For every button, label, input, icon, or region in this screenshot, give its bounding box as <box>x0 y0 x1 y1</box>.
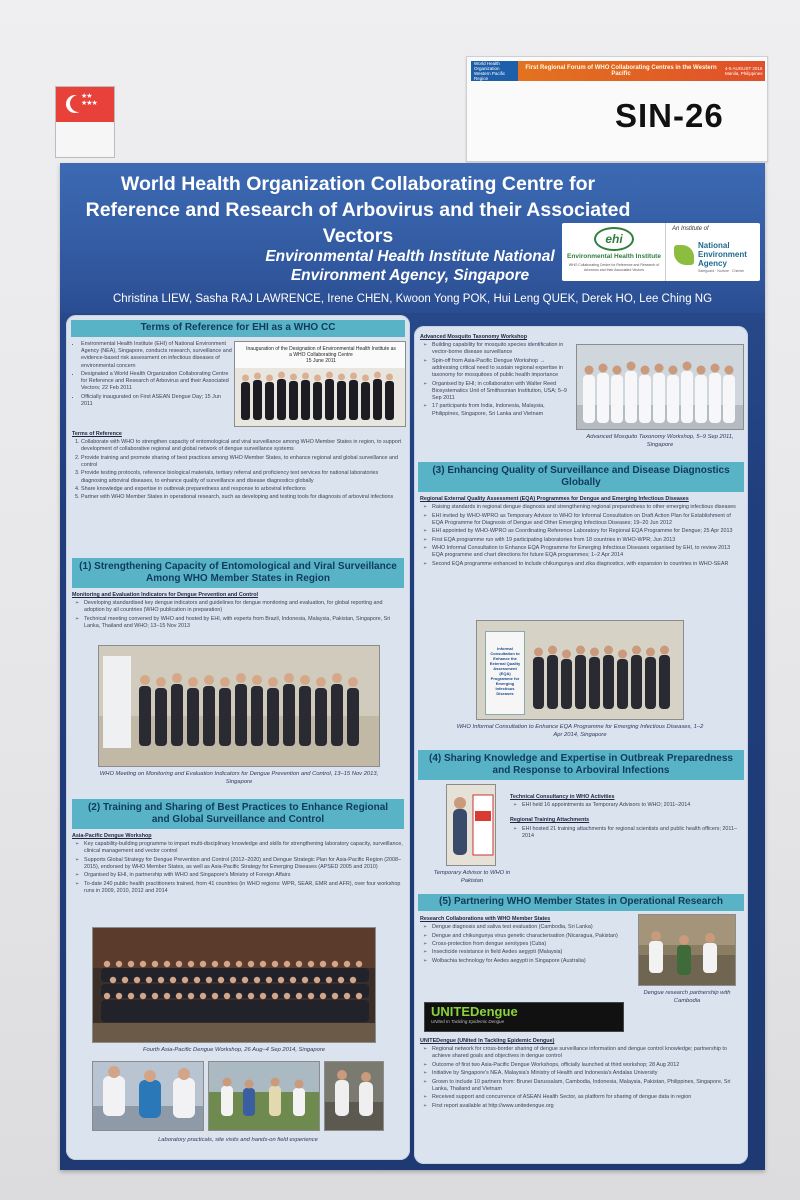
amt-caption: Advanced Mosquito Taxonomy Workshop, 5–9 Sep 2011, Singapore <box>586 434 734 448</box>
list-item: ➢ EHI hosted 21 training attachments for regional scientists and public health officers; 2011–2014 <box>522 826 742 840</box>
ehi-logo <box>562 223 666 281</box>
list-item: ➢ Spin-off from Asia-Pacific Dengue Workshop → addressing critical need to sustain regional expertise in taxonomy for mosquitoes of public health importance <box>432 358 570 380</box>
forum-title: First Regional Forum of WHO Collaborating Centres in the Western Pacific <box>525 65 717 77</box>
section2-caption-2: Laboratory practicals, site visits and hands-on field experience <box>158 1137 318 1143</box>
inauguration-photo-date: 15 June 2011 <box>306 358 336 364</box>
list-item: ➢ Raising standards in regional dengue diagnosis and strengthening regional preparedness to other emerging infectious diseases <box>432 504 742 511</box>
poster-authors: Christina LIEW, Sasha RAJ LAWRENCE, Irene CHEN, Kwoon Yong POK, Hui Leng QUEK, Derek HO, Lee Ching NG <box>112 293 713 305</box>
institute-of-label: An Institute of <box>672 226 709 232</box>
left-panel <box>66 315 410 1160</box>
list-item: ➢ Regional network for cross-border sharing of dengue surveillance information and dengue control knowledge; partnership to achieve shared goals and objectives in dengue control <box>432 1046 742 1060</box>
section5-caption: Dengue research partnership with Cambodia <box>643 990 731 1004</box>
nea-tagline: Safeguard · Nurture · Cherish <box>698 269 745 273</box>
list-item: ➢ 17 participants from India, Indonesia, Malaysia, Philippines, Singapore, Sri Lanka and Vietnam <box>432 403 570 417</box>
terms-banner: Terms of Reference for EHI as a WHO CC <box>71 320 405 337</box>
terms-subheading: Terms of Reference <box>72 431 122 437</box>
inauguration-photo <box>234 341 406 427</box>
site-visit-illustration <box>209 1062 320 1131</box>
amt-content <box>420 334 570 419</box>
list-item: • Officially inaugurated on First ASEAN Dengue Day; 15 Jun 2011 <box>81 394 232 408</box>
section4-banner: (4) Sharing Knowledge and Expertise in Outbreak Preparedness and Response to Arboviral Infections <box>418 750 744 780</box>
section1-banner: (1) Strengthening Capacity of Entomological and Viral Surveillance Among WHO Member States in Region <box>72 558 404 588</box>
list-item: ➢ Initiative by Singapore's NEA, Malaysia's Ministry of Health and Indonesia's Andalas University <box>432 1070 742 1077</box>
section2-content <box>72 833 404 896</box>
list-item: 4. Share knowledge and expertise in outbreak preparedness and response to arboviral infections <box>81 486 404 493</box>
section5-content <box>420 916 630 966</box>
workshop-group-illustration <box>93 928 376 1043</box>
section1-heading: Monitoring and Evaluation Indicators for Dengue Prevention and Control <box>72 592 258 598</box>
temporary-advisor-photo <box>446 784 496 866</box>
right-panel <box>414 326 748 1164</box>
unitedengue-logo-subtext: UNited In Tackling Epidemic Dengue <box>431 1019 505 1024</box>
list-item: ➢ Second EQA programme enhanced to include chikungunya and zika diagnostics, with expansion to countries in WHO-SEAR <box>432 561 742 568</box>
section4-content <box>510 794 742 841</box>
unitedengue-content <box>420 1038 742 1111</box>
list-item: • Environmental Health Institute (EHI) of National Environment Agency (NEA), Singapore, conducts research, surveillance and evidence-based risk assessment on infectious diseases of environmental concern <box>81 341 232 370</box>
list-item: ➢ Organised by EHI, in partnership with WHO and Singapore's Ministry of Foreign Affairs <box>84 872 404 879</box>
institution-logos <box>562 223 760 281</box>
list-item: ➢ To-date 240 public health practitioners trained, from 41 countries (in WHO regions: WPR, SEAR, EMR and AFR), over four workshop runs in 2009, 2010, 2012 and 2014 <box>84 881 404 895</box>
list-item: ➢ First report available at http://www.unitedengue.org <box>432 1103 742 1110</box>
list-item: ➢ EHI held 16 appointments as Temporary Advisors to WHO; 2011–2014 <box>522 802 742 809</box>
field-illustration <box>325 1062 384 1131</box>
section2-caption: Fourth Asia-Pacific Dengue Workshop, 26 Aug–4 Sep 2014, Singapore <box>143 1047 325 1053</box>
taxonomy-group-illustration <box>577 345 744 430</box>
list-item: ➢ Key capability-building programme to impart multi-disciplinary knowledge and skills for strengthening laboratory capacity, surveillance, clinical management and vector control <box>84 841 404 855</box>
list-item: ➢ Outcome of first two Asia-Pacific Dengue Workshops, officially launched at third workshop; 28 Aug 2012 <box>432 1062 742 1069</box>
list-item: 5. Partner with WHO Member States in operational research, such as developing and testing tools for diagnosis of arboviral infections <box>81 494 404 501</box>
lab-practical-photo <box>92 1061 204 1131</box>
poster-header <box>60 163 765 313</box>
section3-caption: WHO Informal Consultation to Enhance EQA Programme for Emerging Infectious Diseases, 1–2 Apr 2014, Singapore <box>456 724 704 738</box>
amt-heading: Advanced Mosquito Taxonomy Workshop <box>420 334 528 340</box>
nea-leaf-icon <box>674 245 694 265</box>
poster <box>60 163 765 1170</box>
ehi-name: Environmental Health Institute <box>567 253 661 260</box>
list-item: ➢ Supports Global Strategy for Dengue Prevention and Control (2012–2020) and Dengue Strategic Plan for Asia-Pacific Region (2008–2015), endorsed by WHO Member States, as well as Asia-Pacific Strategy for Emerging Diseases (APSED 2005 and 2010) <box>84 857 404 871</box>
nea-name: National Environment Agency <box>698 241 747 268</box>
list-item: ➢ Developing standardised key dengue indicators and guidelines for dengue monitoring and evaluation, for global reporting and adoption by all countries (WHO publication in preparation) <box>84 600 404 614</box>
eqa-consultation-photo <box>476 620 684 720</box>
section2-heading: Asia-Pacific Dengue Workshop <box>72 833 152 839</box>
field-experience-photo <box>324 1061 384 1131</box>
terms-bullets <box>72 341 232 409</box>
unitedengue-logo <box>424 1002 624 1032</box>
cambodia-illustration <box>639 915 736 986</box>
list-item: ➢ Wolbachia technology for Aedes aegypti in Singapore (Australia) <box>432 958 630 965</box>
list-item: ➢ EHI invited by WHO-WPRO as Temporary Advisor to WHO for Informal Consultation on Draft Action Plan for Establishment of EQA Programme for Diagnosis of Dengue and Other Emerging Infectious Diseases; 19–20 Jun 2012 <box>432 513 742 527</box>
section4-caption: Temporary Advisor to WHO in Pakistan <box>433 870 511 884</box>
section3-heading: Regional External Quality Assessment (EQA) Programmes for Dengue and Emerging Infectious Diseases <box>420 496 689 502</box>
inauguration-group-illustration <box>235 342 406 427</box>
training-attachments-heading: Regional Training Attachments <box>510 817 590 824</box>
unitedengue-heading: UNITEDengue (UNited In Tackling Epidemic Dengue) <box>420 1038 555 1044</box>
singapore-flag-icon: ★★ ★★★ <box>55 86 115 158</box>
advisor-illustration <box>447 785 496 866</box>
section1-content <box>72 592 404 631</box>
list-item: • Designated a World Health Organization Collaborating Centre for Reference and Research of Arbovirus and their Associated Vectors; 22 Feb 2011 <box>81 371 232 393</box>
forum-banner <box>471 61 765 81</box>
list-item: 2. Provide training and promote sharing of best practices among WHO Member States, to enhance regional and global surveillance and control <box>81 455 404 469</box>
poster-title: World Health Organization Collaborating Centre for Reference and Research of Arbovirus and their Associated Vectors <box>85 173 631 247</box>
forum-date: 4-5 AUGUST 2016 Manila, Philippines <box>725 66 763 76</box>
cambodia-partnership-photo <box>638 914 736 986</box>
technical-consultancy-heading: Technical Consultancy in WHO Activities <box>510 794 615 800</box>
me-meeting-photo <box>98 645 380 767</box>
ehi-subtext: WHO Collaborating Centre for Reference and Research of Arbovirus and their Associated Vectors <box>568 263 660 272</box>
list-item: ➢ Technical meeting convened by WHO and hosted by EHI, with experts from Brazil, Indonesia, Malaysia, Pakistan, Singapore, Sri Lanka, Thailand and WHO; 13–15 Nov 2013 <box>84 616 404 630</box>
list-item: ➢ Cross-protection from dengue serotypes (Cuba) <box>432 941 630 948</box>
unitedengue-logo-text: UNITEDengue <box>431 1004 518 1019</box>
list-item: ➢ Building capability for mosquito species identification in vector-borne disease surveillance <box>432 342 570 356</box>
list-item: ➢ First EQA programme run with 19 participating laboratories from 18 countries in WHO-WPR; Jun 2013 <box>432 537 742 544</box>
section5-heading: Research Collaborations with WHO Member States <box>420 916 551 922</box>
poster-tag-card <box>466 56 768 162</box>
workshop-group-photo <box>92 927 376 1043</box>
eqa-banner-stand: Informal Consultation to Enhance the External Quality Assessment (EQA) Programme for Emerging Infectious Diseases <box>485 631 525 715</box>
list-item: 1. Collaborate with WHO to strengthen capacity of entomological and viral surveillance among WHO Member States in region, to support development of collaborative regional and global network of dengue surveillance systems <box>81 439 404 453</box>
section1-caption: WHO Meeting on Monitoring and Evaluation Indicators for Dengue Prevention and Control, 13–15 Nov 2013, Singapore <box>99 771 379 785</box>
section2-banner: (2) Training and Sharing of Best Practices to Enhance Regional and Global Surveillance and Control <box>72 799 404 829</box>
taxonomy-workshop-photo <box>576 344 744 430</box>
list-item: ➢ Dengue and chikungunya virus genetic characterisation (Nicaragua, Pakistan) <box>432 933 630 940</box>
poster-subtitle: Environmental Health Institute National Environment Agency, Singapore <box>265 248 555 284</box>
ehi-mark: ehi <box>594 227 634 251</box>
list-item: ➢ EHI appointed by WHO-WPRO as Coordinating Reference Laboratory for Regional EQA Programme for Dengue; 25 Apr 2013 <box>432 528 742 535</box>
lab-illustration <box>93 1062 204 1131</box>
terms-of-reference <box>72 431 404 503</box>
list-item: ➢ WHO Informal Consultation to Enhance EQA Programme for Emerging Infectious Diseases organised by EHI, to review 2013 EQA programme and chart directions for future EQA programmes; 1–2 Apr 2014 <box>432 545 742 559</box>
list-item: ➢ Insecticide resistance in field Aedes aegypti (Malaysia) <box>432 949 630 956</box>
site-visit-photo <box>208 1061 320 1131</box>
section3-banner: (3) Enhancing Quality of Surveillance and Disease Diagnostics Globally <box>418 462 744 492</box>
poster-code: SIN-26 <box>615 97 724 134</box>
list-item: ➢ Organised by EHI; in collaboration with Walter Reed Biosystematics Unit of Smithsonian Institution, USA; 5–9 Sep 2011 <box>432 381 570 403</box>
list-item: ➢ Grown to include 10 partners from: Brunei Darussalam, Cambodia, Indonesia, Malaysia, Pakistan, Philippines, Singapore, Sri Lanka, Thailand and Vietnam <box>432 1079 742 1093</box>
list-item: ➢ Received support and concurrence of ASEAN Health Sector, as platform for sharing of dengue data in region <box>432 1094 742 1101</box>
inauguration-photo-title: Inauguration of the Designation of Environmental Health Institute as a WHO Collaborating Centre <box>246 346 396 358</box>
nea-logo <box>666 223 760 281</box>
section5-banner: (5) Partnering WHO Member States in Operational Research <box>418 894 744 911</box>
list-item: ➢ Dengue diagnosis and saliva test evaluation (Cambodia, Sri Lanka) <box>432 924 630 931</box>
section3-content <box>420 496 742 569</box>
list-item: 3. Provide testing protocols, reference biological materials, tertiary referral and proficiency test services for national laboratories diagnosing arboviral diseases, to enhance quality of surveillance and disease diagnostics globally <box>81 470 404 484</box>
who-logo: World Health Organization Western Pacific Region <box>474 61 506 81</box>
meeting-group-illustration <box>99 646 380 767</box>
